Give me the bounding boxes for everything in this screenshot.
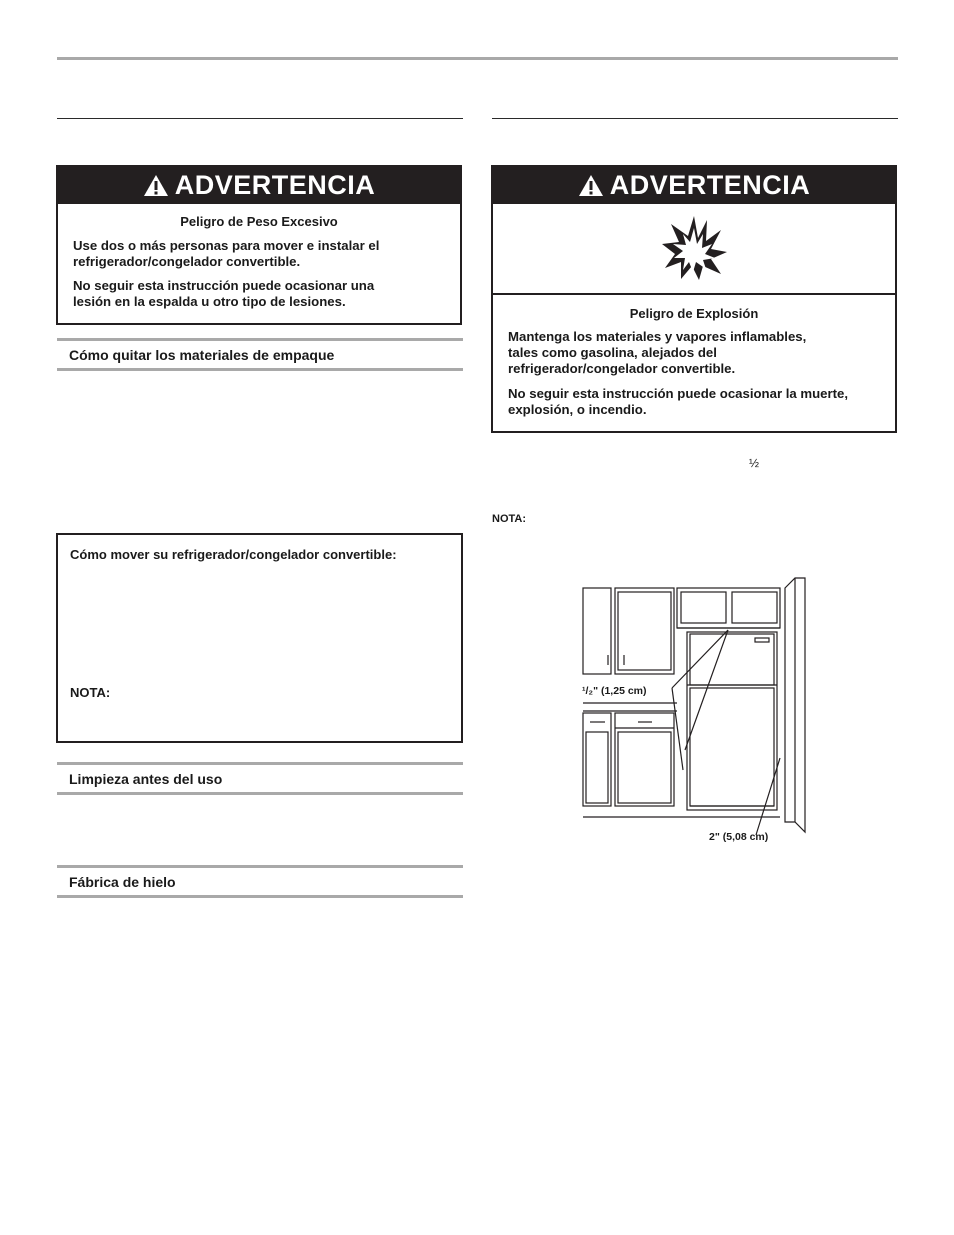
right-column-rule — [492, 118, 898, 119]
explosion-symbol-panel — [493, 204, 895, 295]
explosion-warning-instruction: Mantenga los materiales y vapores inflamables, tales como gasolina, alejados del refrigerador/congelador convertible. — [508, 329, 807, 376]
section-heading-cleaning — [57, 762, 463, 795]
moving-instructions-title: Cómo mover su refrigerador/congelador convertible: — [70, 547, 397, 562]
section-heading-cleaning-label: Limpieza antes del uso — [69, 770, 223, 787]
warning-triangle-icon — [578, 174, 604, 197]
top-rule — [57, 57, 898, 60]
moving-instructions-note: NOTA: — [70, 685, 111, 700]
section-heading-ice-label: Fábrica de hielo — [69, 873, 176, 890]
clearance-figure — [580, 570, 820, 850]
weight-warning-heading: ADVERTENCIA — [174, 170, 376, 200]
explosion-warning-title: Peligro de Explosión — [629, 306, 759, 321]
explosion-warning-box — [491, 165, 897, 433]
half-fraction-symbol: ½ — [749, 456, 760, 470]
weight-warning-box — [56, 165, 462, 325]
clearance-illustration — [580, 570, 820, 850]
explosion-warning-heading: ADVERTENCIA — [609, 170, 811, 200]
weight-warning-header — [58, 167, 460, 204]
weight-warning-title: Peligro de Peso Excesivo — [180, 214, 338, 229]
section-heading-packing-label: Cómo quitar los materiales de empaque — [69, 346, 335, 363]
section-heading-packing — [57, 338, 463, 371]
explosion-icon — [659, 214, 729, 284]
weight-warning-consequence: No seguir esta instrucción puede ocasionar una lesión en la espalda u otro tipo de lesiones. — [73, 278, 375, 309]
clearance-label-two-inch: 2" (5,08 cm) — [709, 831, 769, 843]
left-column-rule — [57, 118, 463, 119]
section-heading-ice — [57, 865, 463, 898]
weight-warning-instruction: Use dos o más personas para mover e instalar el refrigerador/congelador convertible. — [73, 238, 380, 269]
explosion-warning-header — [493, 167, 895, 204]
warning-triangle-icon — [143, 174, 169, 197]
right-note-label: NOTA: — [492, 513, 527, 525]
moving-instructions-box — [56, 533, 463, 743]
clearance-label-half-inch: ¹/₂" (1,25 cm) — [582, 685, 647, 697]
explosion-warning-consequence: No seguir esta instrucción puede ocasionar la muerte, explosión, o incendio. — [508, 386, 849, 417]
